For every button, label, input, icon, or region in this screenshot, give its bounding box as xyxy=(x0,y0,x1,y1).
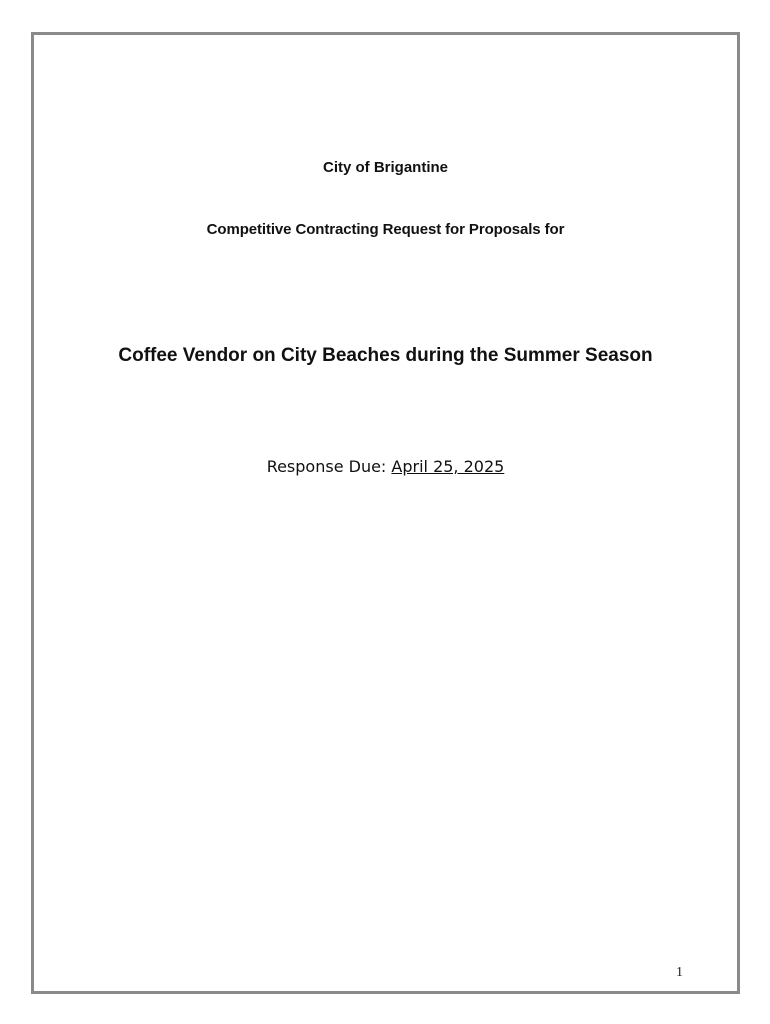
response-due-label: Response Due: xyxy=(266,457,392,476)
response-due-line xyxy=(34,457,737,476)
response-due-date: April 25, 2025 xyxy=(391,457,505,476)
rfp-heading: Competitive Contracting Request for Proposals for xyxy=(206,221,565,238)
organization-name: City of Brigantine xyxy=(322,159,448,176)
project-title: Coffee Vendor on City Beaches during the Summer Season xyxy=(118,345,653,366)
page-number: 1 xyxy=(676,965,683,980)
document-page xyxy=(31,32,740,994)
